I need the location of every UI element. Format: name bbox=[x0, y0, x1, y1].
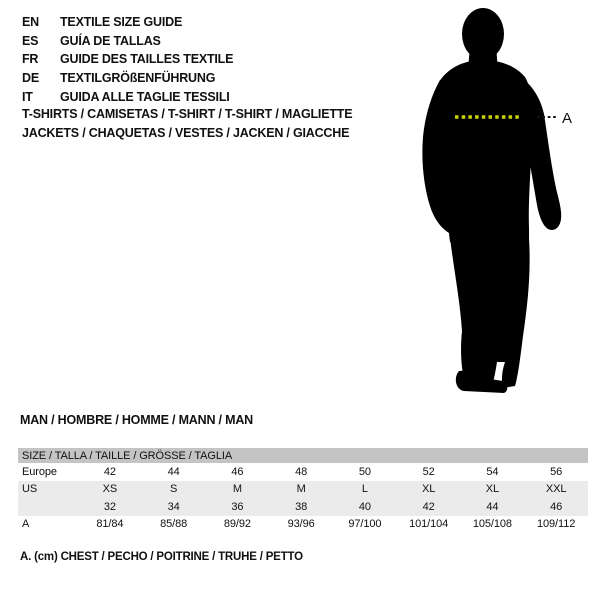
row-label: Europe bbox=[22, 465, 57, 478]
language-row bbox=[22, 32, 233, 51]
category-list bbox=[22, 105, 352, 142]
category-line: T-SHIRTS / CAMISETAS / T-SHIRT / T-SHIRT / MAGLIETTE bbox=[22, 107, 353, 122]
row-values bbox=[78, 466, 588, 478]
table-cell: 42 bbox=[422, 500, 435, 513]
measure-label-a: A bbox=[562, 110, 573, 127]
row-values bbox=[78, 483, 588, 495]
language-title: GUIDE DES TAILLES TEXTILE bbox=[60, 52, 234, 67]
row-values bbox=[78, 501, 588, 513]
language-code: IT bbox=[22, 89, 33, 104]
table-cell: 40 bbox=[358, 500, 371, 513]
measurement-footnote: A. (cm) CHEST / PECHO / POITRINE / TRUHE / PETTO bbox=[20, 550, 303, 563]
language-code: FR bbox=[22, 52, 39, 67]
table-cell: 42 bbox=[103, 465, 116, 478]
table-cell: 89/92 bbox=[223, 518, 251, 531]
category-line: JACKETS / CHAQUETAS / VESTES / JACKEN / GIACCHE bbox=[22, 125, 350, 140]
table-cell: 32 bbox=[103, 500, 116, 513]
language-row bbox=[22, 69, 233, 88]
table-cell: XXL bbox=[545, 483, 567, 496]
table-cell: 81/84 bbox=[96, 518, 124, 531]
table-cell: 44 bbox=[167, 465, 180, 478]
table-cell: 54 bbox=[486, 465, 499, 478]
row-label: US bbox=[22, 483, 38, 496]
row-values bbox=[78, 518, 588, 530]
size-table-body bbox=[18, 463, 588, 533]
man-silhouette bbox=[422, 8, 561, 393]
language-row bbox=[22, 87, 233, 106]
language-code: EN bbox=[22, 15, 39, 30]
table-cell: XL bbox=[485, 483, 499, 496]
table-cell: XS bbox=[102, 483, 118, 496]
language-title: GUIDA ALLE TAGLIE TESSILI bbox=[60, 89, 230, 104]
table-row bbox=[18, 516, 588, 534]
table-cell: 38 bbox=[295, 500, 308, 513]
language-row bbox=[22, 13, 233, 32]
table-cell: M bbox=[296, 483, 306, 496]
table-cell: 48 bbox=[295, 465, 308, 478]
table-cell: XL bbox=[421, 483, 436, 496]
table-cell: 97/100 bbox=[348, 518, 382, 531]
table-cell: S bbox=[170, 483, 178, 496]
table-cell: 109/112 bbox=[537, 518, 576, 531]
language-list bbox=[22, 13, 233, 106]
table-row bbox=[18, 481, 588, 499]
table-cell: 52 bbox=[422, 465, 435, 478]
language-row bbox=[22, 50, 233, 69]
table-cell: 34 bbox=[167, 500, 180, 513]
table-cell: M bbox=[232, 483, 242, 496]
size-table bbox=[18, 448, 588, 533]
table-row bbox=[18, 463, 588, 481]
row-label: A bbox=[22, 518, 30, 531]
table-cell: 36 bbox=[231, 500, 244, 513]
table-cell: 93/96 bbox=[287, 518, 315, 531]
table-cell: 50 bbox=[358, 465, 371, 478]
man-silhouette-figure bbox=[410, 0, 600, 410]
language-code: DE bbox=[22, 71, 39, 86]
table-cell: 44 bbox=[486, 500, 499, 513]
language-code: ES bbox=[22, 33, 39, 48]
table-row bbox=[18, 498, 588, 516]
table-cell: 105/108 bbox=[472, 518, 512, 531]
size-table-header: SIZE / TALLA / TAILLE / GRÖSSE / TAGLIA bbox=[18, 448, 588, 463]
table-cell: 56 bbox=[550, 465, 563, 478]
table-cell: 46 bbox=[231, 465, 244, 478]
table-cell: 46 bbox=[550, 500, 563, 513]
language-title: TEXTILGRÖßENFÜHRUNG bbox=[60, 71, 216, 86]
language-title: TEXTILE SIZE GUIDE bbox=[60, 15, 183, 30]
table-cell: 101/104 bbox=[409, 518, 449, 531]
section-title-man: MAN / HOMBRE / HOMME / MANN / MAN bbox=[20, 413, 253, 427]
table-cell: L bbox=[361, 483, 368, 496]
table-cell: 85/88 bbox=[160, 518, 188, 531]
language-title: GUÍA DE TALLAS bbox=[60, 33, 161, 48]
